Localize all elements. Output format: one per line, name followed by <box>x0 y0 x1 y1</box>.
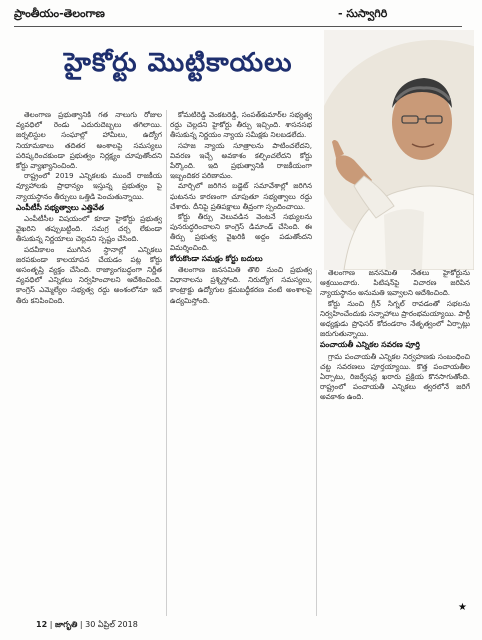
paragraph: రాష్ట్రంలో 2019 ఎన్నికలకు ముందే రాజకీయ వ్యూహాలకు ప్రాధాన్యం ఇస్తున్న ప్రభుత్వం పై న్యాయస్థానం తీర్పులు ఒత్తిడి పెంచుతున్నాయి. <box>16 171 162 201</box>
paragraph: సహజ న్యాయ సూత్రాలను పాటించలేదని, వివరణ ఇచ్చే అవకాశం కల్పించలేదని కోర్టు పేర్కొంది. ఇది ప్రభుత్వానికి రాజకీయంగా ఇబ్బందికర పరిణామం. <box>170 140 312 181</box>
article-column-1 <box>16 110 162 620</box>
portrait-illustration <box>324 30 474 270</box>
paragraph: తెలంగాణ జనసమితి నేతలు హైకోర్టును ఆశ్రయించారు. పిటిషన్‌పై విచారణ జరిపిన న్యాయస్థానం అనుమతి ఇవ్వాలని ఆదేశించింది. <box>320 268 470 298</box>
paragraph: కోర్టు తీర్పు వెలువడిన వెంటనే సభ్యులను పునరుద్ధరించాలని కాంగ్రెస్ డిమాండ్ చేసింది. ఈ తీర్పు ప్రభుత్వ వైఖరికి అద్దం పడుతోందని విమర్శించింది. <box>170 212 312 252</box>
footer-separator: | <box>79 620 86 629</box>
subheading: ఎంపీటీసీ సభ్యత్వాలు ఎత్తివేత <box>16 202 104 212</box>
page-header <box>6 6 476 24</box>
paragraph: గ్రామ పంచాయతీ ఎన్నికల నిర్వహణకు సంబంధించి చట్ట సవరణలు పూర్తయ్యాయి. కొత్త పంచాయతీల ఏర్పాటు, రిజర్వేషన్ల ఖరారు ప్రక్రియ కొనసాగుతోంది. రాష్ట్రంలో పంచాయతీ ఎన్నికలు త్వరలోనే జరిగే అవకాశం ఉంది. <box>320 351 470 402</box>
subheading: పంచాయతీ ఎన్నికల సవరణ పూర్తి <box>320 340 420 350</box>
column-divider <box>166 110 167 616</box>
article-column-3 <box>320 268 470 620</box>
paragraph: కోర్టు నుంచి గ్రీన్ సిగ్నల్ రావడంతో సభలను నిర్వహించేందుకు సన్నాహాలు ప్రారంభమయ్యాయి. పార్టీ అధ్యక్షుడు ప్రొఫెసర్ కోదండరాం నేతృత్వంలో ఏర్పాట్లు జరుగుతున్నాయి. <box>320 298 470 339</box>
issue-date: 30 ఏప్రిల్ 2018 <box>85 620 138 629</box>
article-column-2 <box>170 110 312 620</box>
paragraph: మార్చిలో జరిగిన బడ్జెట్ సమావేశాల్లో జరిగిన ఘటనను కారణంగా చూపుతూ సభ్యత్వాలు రద్దు చేశారు. దీనిపై ప్రతిపక్షాలు తీవ్రంగా స్పందించాయి. <box>170 181 312 211</box>
paragraph: తెలంగాణ జనసమితి తొలి నుంచి ప్రభుత్వ విధానాలను ప్రశ్నిస్తోంది. నిరుద్యోగ సమస్యలు, కాంట్రాక్టు ఉద్యోగుల క్రమబద్ధీకరణ వంటి అంశాలపై ఉద్యమిస్తోంది. <box>170 265 312 305</box>
column-divider <box>316 270 317 616</box>
end-mark-star-icon: ★ <box>458 602 467 613</box>
footer-separator: | <box>49 620 55 629</box>
subheading: కోరుకొండా సమక్షం కోర్టు బదులు <box>170 253 263 263</box>
header-rule <box>14 26 462 27</box>
page-number: 12 <box>36 620 48 629</box>
paragraph: తెలంగాణ ప్రభుత్వానికి గత నాలుగు రోజుల వ్యవధిలో రెండు ఎదురుదెబ్బలు తగిలాయి. జర్నలిస్టుల సంఘాల్లో హామీలు, ఉద్యోగ నియామకాలు తదితర అంశాలపై సమస్యలు పరిష్కరించకుండా ప్రభుత్వం నిర్లక్ష్యం చూపుతోందని కోర్టు వ్యాఖ్యానించింది. <box>16 110 162 171</box>
paragraph: కోమటిరెడ్డి వెంకటరెడ్డి, సంపత్‌కుమార్‌ల సభ్యత్వ రద్దు చెల్లదని హైకోర్టు తీర్పు ఇచ్చింది. శాసనసభ తీసుకున్న నిర్ణయం న్యాయ సమీక్షకు నిలబడలేదు. <box>170 110 312 140</box>
paragraph: ఎంపీటీసీల విషయంలో కూడా హైకోర్టు ప్రభుత్వ వైఖరిని తప్పుబట్టింది. సమగ్ర చర్చ లేకుండా తీసుకున్న నిర్ణయాలు చెల్లవని స్పష్టం చేసింది. <box>16 214 162 244</box>
section-tag: ప్రాంతీయం-తెలంగాణ <box>14 7 105 20</box>
politician-photo <box>324 30 474 270</box>
author-byline: - సుస్వాగిరి <box>338 7 388 20</box>
page-footer <box>36 620 138 631</box>
magazine-name: జాగృతి <box>54 620 78 629</box>
paragraph: పదవీకాలం ముగిసిన స్థానాల్లో ఎన్నికలు జరపకుండా కాలయాపన చేయడం పట్ల కోర్టు అసంతృప్తి వ్యక్తం చేసింది. రాజ్యాంగబద్ధంగా నిర్ణీత వ్యవధిలో ఎన్నికలు నిర్వహించాలని ఆదేశించింది. కాంగ్రెస్ ఎమ్మెల్యేల సభ్యత్వ రద్దు అంశంలోనూ ఇదే తీరు కనిపించింది. <box>16 244 162 305</box>
article-title: హైకోర్టు మొట్టికాయలు <box>64 48 293 78</box>
